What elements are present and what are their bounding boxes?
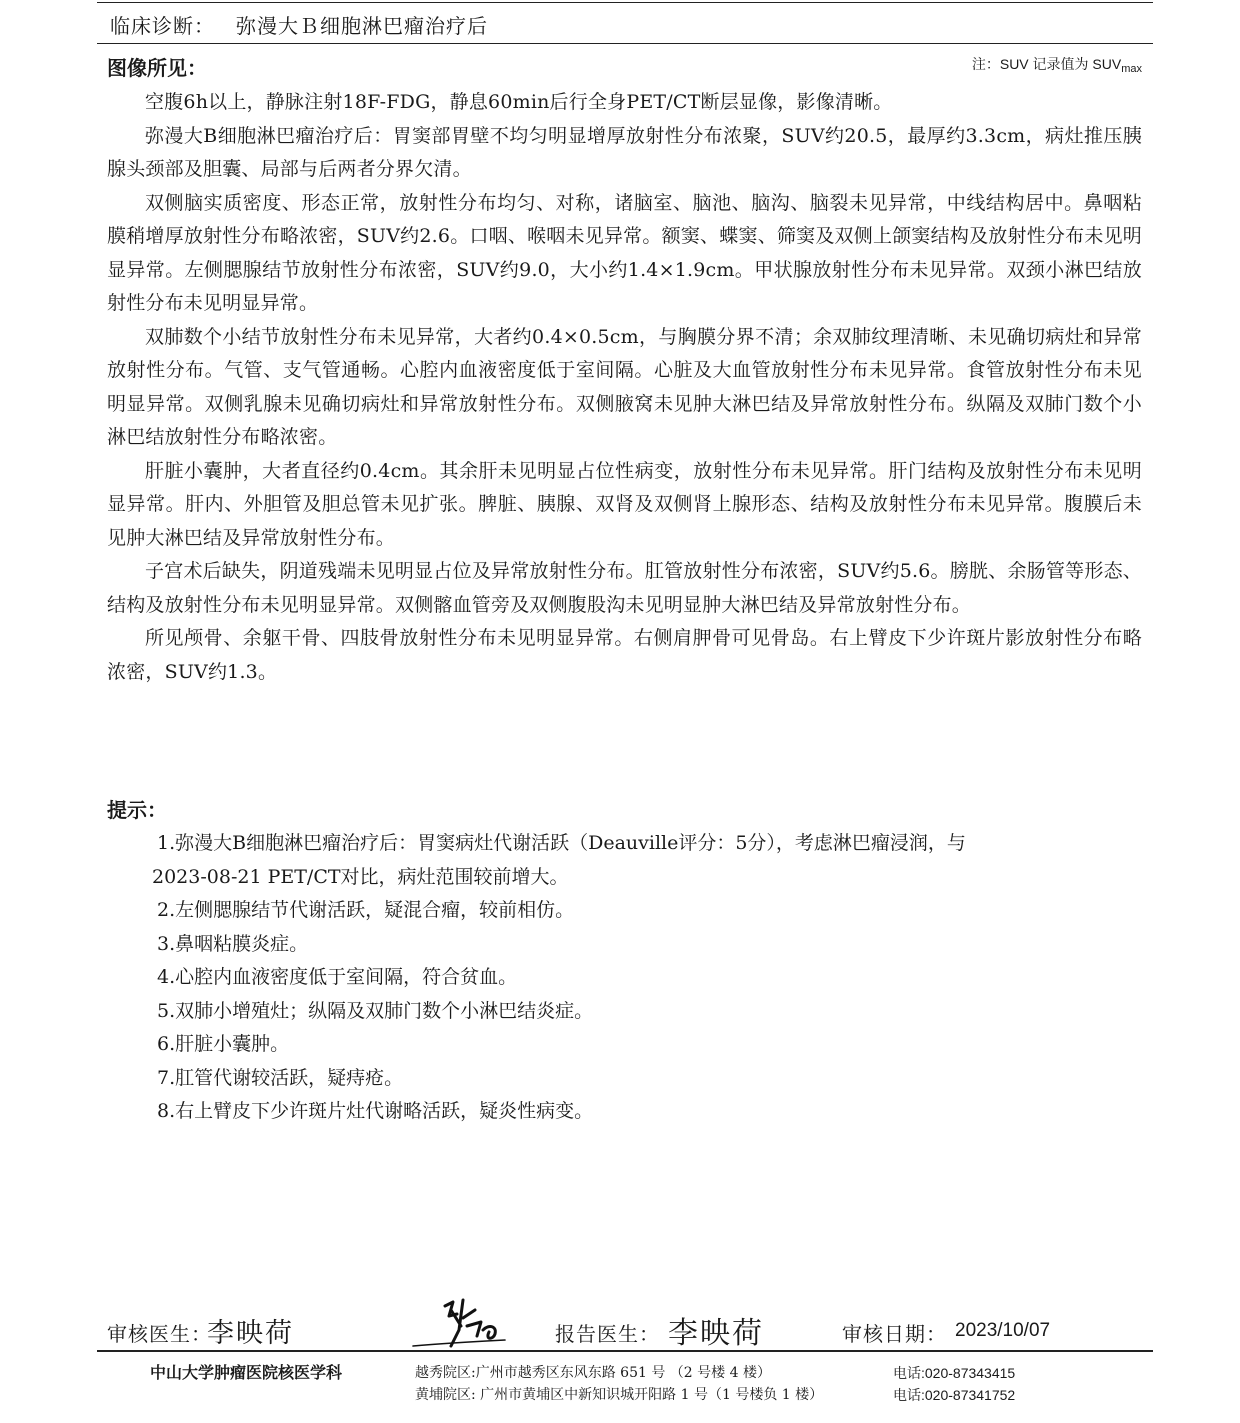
diagnosis-label: 临床诊断：	[110, 14, 215, 38]
header-rule	[97, 43, 1153, 44]
footer-org: 中山大学肿瘤医院核医学科	[150, 1363, 343, 1382]
impression-item: 4.心腔内血液密度低于室间隔，符合贫血。	[157, 966, 518, 988]
findings-paragraph: 双侧脑实质密度、形态正常，放射性分布均匀、对称，诸脑室、脑池、脑沟、脑裂未见异常，中线结构居中。鼻咽粘膜稍增厚放射性分布略浓密，SUV约2.6。口咽、喉咽未见异常。额窦、蝶窦、筛窦及双侧上颌窦结构及放射性分布未见明显异常。左侧腮腺结节放射性分布浓密，SUV约9.0，大小约1.4×1.9cm。甲状腺放射性分布未见异常。双颈小淋巴结放射性分布未见明显异常。	[107, 191, 1142, 314]
handwritten-signature	[405, 1296, 515, 1352]
diagnosis-value: 弥漫大Ｂ细胞淋巴瘤治疗后	[236, 14, 488, 38]
impression-list	[152, 827, 1142, 1129]
suv-note-text: 注：SUV 记录值为 SUV	[971, 56, 1122, 72]
impression-item: 7.肛管代谢较活跃，疑痔疮。	[157, 1066, 404, 1089]
findings-paragraph: 肝脏小囊肿，大者直径约0.4cm。其余肝未见明显占位性病变，放射性分布未见异常。肝门结构及放射性分布未见明显异常。肝内、外胆管及胆总管未见扩张。脾脏、胰腺、双肾及双侧肾上腺形态、结构及放射性分布未见异常。腹膜后未见肿大淋巴结及异常放射性分布。	[107, 459, 1142, 549]
reporter-label: 报告医生：	[555, 1322, 660, 1346]
impression-item-text-cont: 2023-08-21 PET/CT对比，病灶范围较前增大。	[152, 865, 569, 888]
suv-note	[972, 54, 1142, 75]
reviewer-name: 李映荷	[207, 1318, 294, 1349]
impression-item: 5.双肺小增殖灶；纵隔及双肺门数个小淋巴结炎症。	[157, 999, 594, 1022]
findings-paragraph: 所见颅骨、余躯干骨、四肢骨放射性分布未见明显异常。右侧肩胛骨可见骨岛。右上臂皮下少许斑片影放射性分布略浓密，SUV约1.3。	[107, 627, 1142, 683]
impression-item: 3.鼻咽粘膜炎症。	[157, 932, 309, 955]
review-date-value: 2023/10/07	[955, 1320, 1051, 1341]
findings-paragraph: 双肺数个小结节放射性分布未见异常，大者约0.4×0.5cm，与胸膜分界不清；余双肺纹理清晰、未见确切病灶和异常放射性分布。气管、支气管通畅。心腔内血液密度低于室间隔。心脏及大血管放射性分布未见异常。食管放射性分布未见明显异常。双侧乳腺未见确切病灶和异常放射性分布。双侧腋窝未见肿大淋巴结及异常放射性分布。纵隔及双肺门数个小淋巴结放射性分布略浓密。	[107, 325, 1142, 448]
campus2-phone: 电话:020-87341752	[893, 1387, 1016, 1403]
impression-item: 8.右上臂皮下少许斑片灶代谢略活跃，疑炎性病变。	[157, 1100, 594, 1122]
impression-title: 提示：	[107, 798, 167, 822]
top-rule	[97, 2, 1153, 3]
reporter-name: 李映荷	[668, 1316, 764, 1351]
impression-item: 6.肝脏小囊肿。	[157, 1033, 290, 1055]
review-date-label: 审核日期：	[842, 1322, 947, 1346]
findings-paragraph: 空腹6h以上，静脉注射18F-FDG，静息60min后行全身PET/CT断层显像，影像清晰。	[145, 91, 893, 113]
findings-paragraph: 弥漫大B细胞淋巴瘤治疗后：胃窦部胃壁不均匀明显增厚放射性分布浓聚，SUV约20.5，最厚约3.3cm，病灶推压胰腺头颈部及胆囊、局部与后两者分界欠清。	[107, 124, 1142, 180]
campus2-address: 黄埔院区: 广州市黄埔区中新知识城开阳路 1 号（1 号楼负 1 楼）	[415, 1387, 824, 1403]
impression-item-text: 1.弥漫大B细胞淋巴瘤治疗后：胃窦病灶代谢活跃（Deauville评分：5分），考虑淋巴瘤浸润，与	[157, 832, 966, 854]
reviewer-label: 审核医生：	[107, 1322, 212, 1346]
findings-paragraph: 子宫术后缺失，阴道残端未见明显占位及异常放射性分布。肛管放射性分布浓密，SUV约5.6。膀胱、余肠管等形态、结构及放射性分布未见明显异常。双侧髂血管旁及双侧腹股沟未见明显肿大淋巴结及异常放射性分布。	[107, 560, 1142, 616]
findings-body	[107, 86, 1142, 689]
campus1-phone: 电话:020-87343415	[893, 1365, 1016, 1381]
findings-title: 图像所见：	[107, 56, 207, 80]
campus1-address: 越秀院区:广州市越秀区东风东路 651 号 （2 号楼 4 楼）	[415, 1365, 771, 1381]
footer-rule	[97, 1350, 1153, 1352]
suv-note-sub: max	[1121, 63, 1142, 75]
impression-item: 2.左侧腮腺结节代谢活跃，疑混合瘤，较前相仿。	[157, 899, 575, 921]
impression-item	[152, 827, 1142, 894]
